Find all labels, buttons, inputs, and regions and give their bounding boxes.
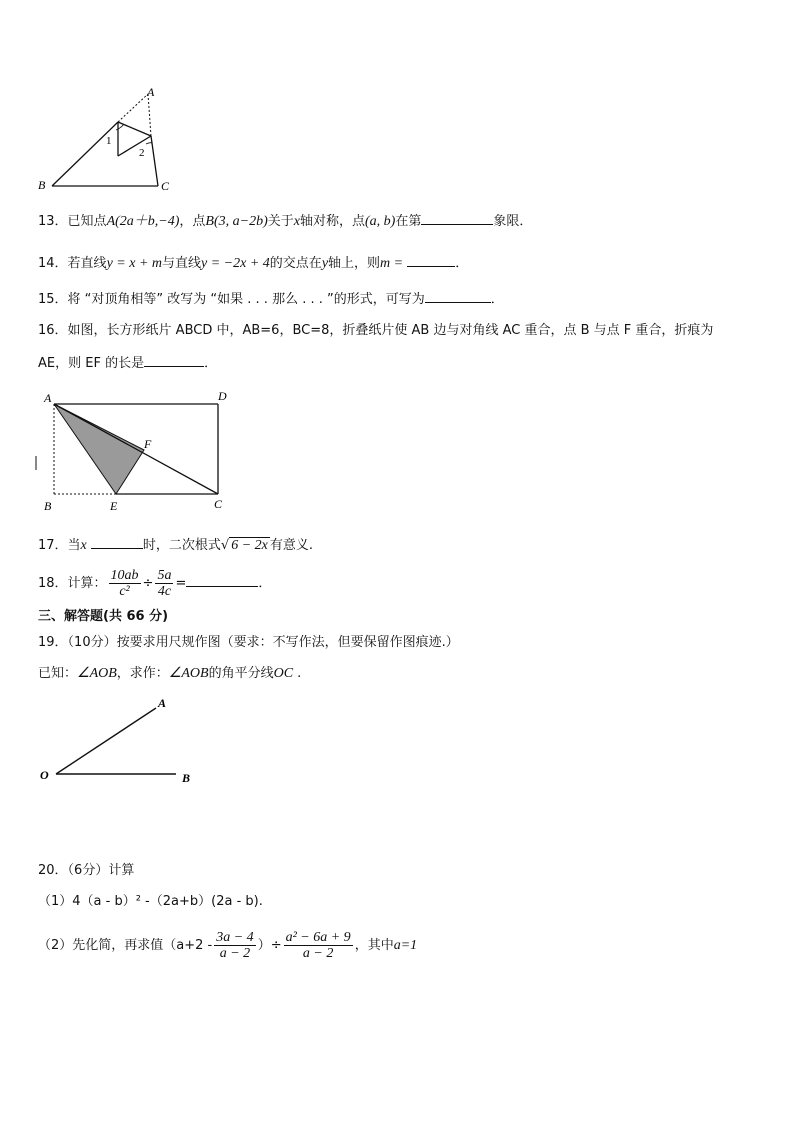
answer-blank[interactable] bbox=[91, 536, 143, 549]
answer-blank[interactable] bbox=[421, 212, 493, 225]
label-D: D bbox=[218, 389, 227, 403]
triangle-figure bbox=[36, 86, 176, 196]
question-19-line2: 已知：∠AOB，求作：∠AOB的角平分线OC . bbox=[38, 666, 302, 681]
question-16-line1: 16．如图，长方形纸片 ABCD 中，AB=6，BC=8，折叠纸片使 AB 边与对角线 AC 重合，点 B 与点 F 重合，折痕为 bbox=[38, 323, 714, 338]
label-B: B bbox=[38, 178, 46, 192]
answer-blank[interactable] bbox=[144, 354, 204, 367]
question-14: 14．若直线y = x + m与直线y = −2x + 4的交点在y轴上，则m = ． bbox=[38, 256, 469, 271]
label-A: A bbox=[44, 391, 52, 405]
answer-blank[interactable] bbox=[425, 290, 491, 303]
answer-blank[interactable] bbox=[407, 254, 455, 267]
question-17: 17．当x 时，二次根式√ 6 − 2x 有意义. bbox=[38, 538, 314, 553]
question-19-line1: 19．（10分）按要求用尺规作图（要求：不写作法，但要保留作图痕迹.） bbox=[38, 635, 459, 650]
answer-blank[interactable] bbox=[186, 574, 258, 587]
label-A: A bbox=[147, 86, 155, 99]
question-20-part2: （2）先化简，再求值（a+2 - $\frac{3a - 4}{a - 2}$ ）÷ $\frac{\text{a² − 6a + 9}}{a - 2}$ ，其中a=1 bbox=[38, 930, 418, 961]
label-angle-2: 2 bbox=[139, 147, 145, 159]
label-C: C bbox=[161, 179, 170, 193]
label-C: C bbox=[214, 497, 223, 511]
question-15: 15．将 “对顶角相等” 改写为 “如果 . . . 那么 . . . ”的形式，可写为 ． bbox=[38, 292, 504, 307]
question-16-line2: AE，则 EF 的长是 ． bbox=[38, 356, 218, 371]
label-A: A bbox=[158, 696, 167, 710]
label-B: B bbox=[44, 499, 52, 513]
label-E: E bbox=[110, 499, 118, 513]
question-20-heading: 20．（6分）计算 bbox=[38, 863, 135, 878]
label-O: O bbox=[40, 768, 49, 782]
label-F: F bbox=[144, 437, 152, 451]
angle-figure bbox=[36, 692, 206, 792]
label-B: B bbox=[182, 771, 191, 785]
question-13: 13．已知点A(2a＋b,−4)，点B(3, a−2b)关于x轴对称，点(a, b)在第 象限． bbox=[38, 214, 533, 229]
question-18: 18．计算： $\frac{10ab}{\text{c²}}$ ÷ $\frac{5a}{4c}$ = ． bbox=[38, 568, 272, 599]
question-20-part1: （1）4（a - b）² -（2a+b）(2a - b). bbox=[38, 894, 263, 909]
label-angle-1: 1 bbox=[106, 135, 112, 147]
section-heading: 三、解答题(共 66 分) bbox=[38, 609, 169, 624]
rectangle-figure bbox=[32, 386, 242, 514]
